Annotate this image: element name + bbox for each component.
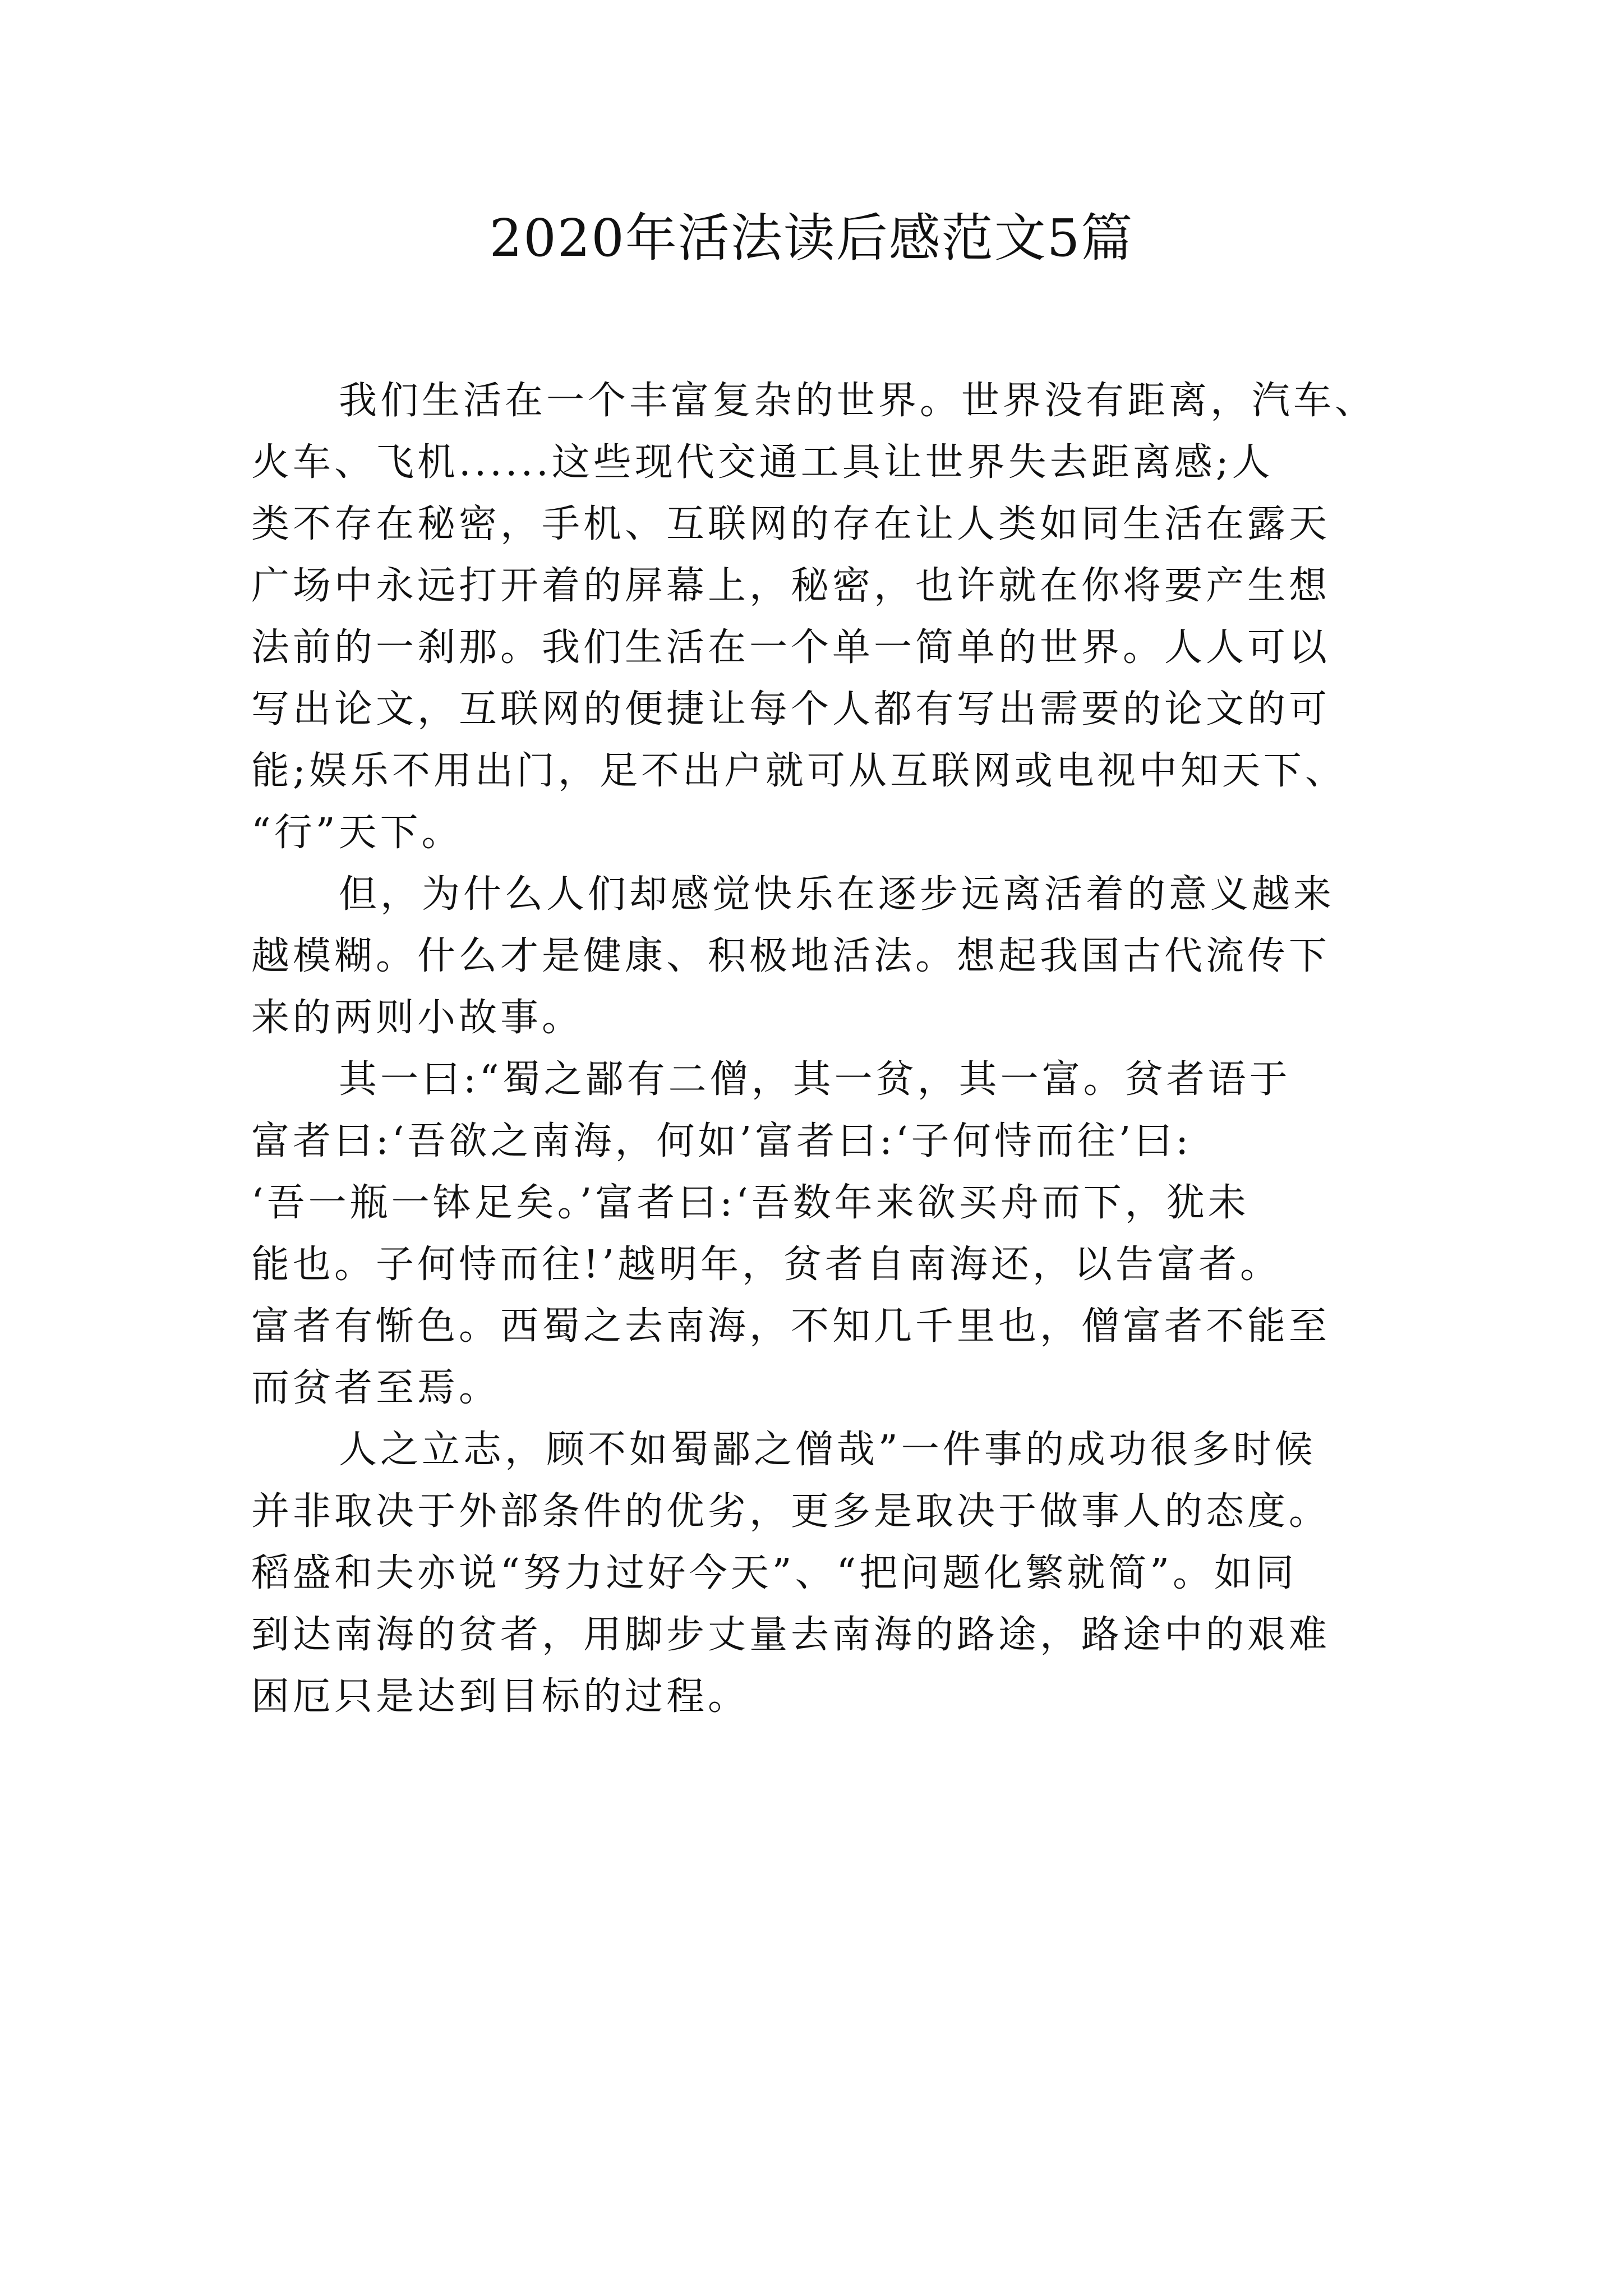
text-line: 其一曰:“蜀之鄙有二僧，其一贫，其一富。贫者语于 (339, 1057, 1291, 1102)
document-title: 2020年活法读后感范文5篇 (489, 208, 1134, 268)
text-line: 能也。子何恃而往!’越明年，贫者自南海还，以告富者。 (251, 1243, 1281, 1287)
text-line: 而贫者至焉。 (251, 1366, 501, 1410)
text-line: 并非取决于外部条件的优劣，更多是取决于做事人的态度。 (251, 1489, 1331, 1534)
text-line: 困厄只是达到目标的过程。 (251, 1674, 750, 1719)
text-line: 稻盛和夫亦说“努力过好今天”、“把问题化繁就简”。如同 (251, 1551, 1298, 1595)
text-line: 富者曰:‘吾欲之南海，何如’富者曰:‘子何恃而往’曰: (251, 1119, 1192, 1163)
text-line: “行”天下。 (251, 811, 463, 855)
text-line: 法前的一刹那。我们生活在一个单一简单的世界。人人可以 (251, 625, 1331, 670)
paragraph-2 (251, 864, 1435, 1049)
text-line: 类不存在秘密，手机、互联网的存在让人类如同生活在露天 (251, 502, 1331, 546)
text-line: 人之立志，顾不如蜀鄙之僧哉”一件事的成功很多时候 (339, 1428, 1316, 1472)
text-line: 到达南海的贫者，用脚步丈量去南海的路途，路途中的艰难 (251, 1613, 1331, 1657)
text-line: 但，为什么人们却感觉快乐在逐步远离活着的意义越来 (339, 872, 1335, 917)
text-line: 写出论文，互联网的便捷让每个人都有写出需要的论文的可 (251, 687, 1331, 731)
text-line: 越模糊。什么才是健康、积极地活法。想起我国古代流传下 (251, 934, 1331, 978)
paragraph-3 (251, 1049, 1435, 1419)
text-line: 能;娱乐不用出门，足不出户就可从互联网或电视中知天下、 (251, 749, 1347, 793)
text-line: 富者有惭色。西蜀之去南海，不知几千里也，僧富者不能至 (251, 1304, 1331, 1349)
paragraph-4 (251, 1419, 1435, 1728)
text-line: ‘吾一瓶一钵足矣。’富者曰:‘吾数年来欲买舟而下，犹未 (251, 1181, 1249, 1225)
text-line: 火车、飞机......这些现代交通工具让世界失去距离感;人 (251, 440, 1274, 485)
paragraph-1 (251, 370, 1435, 864)
text-line: 来的两则小故事。 (251, 996, 584, 1040)
text-line: 我们生活在一个丰富复杂的世界。世界没有距离，汽车、 (339, 379, 1377, 423)
document-body (251, 370, 1435, 1728)
text-line: 广场中永远打开着的屏幕上，秘密，也许就在你将要产生想 (251, 564, 1331, 608)
